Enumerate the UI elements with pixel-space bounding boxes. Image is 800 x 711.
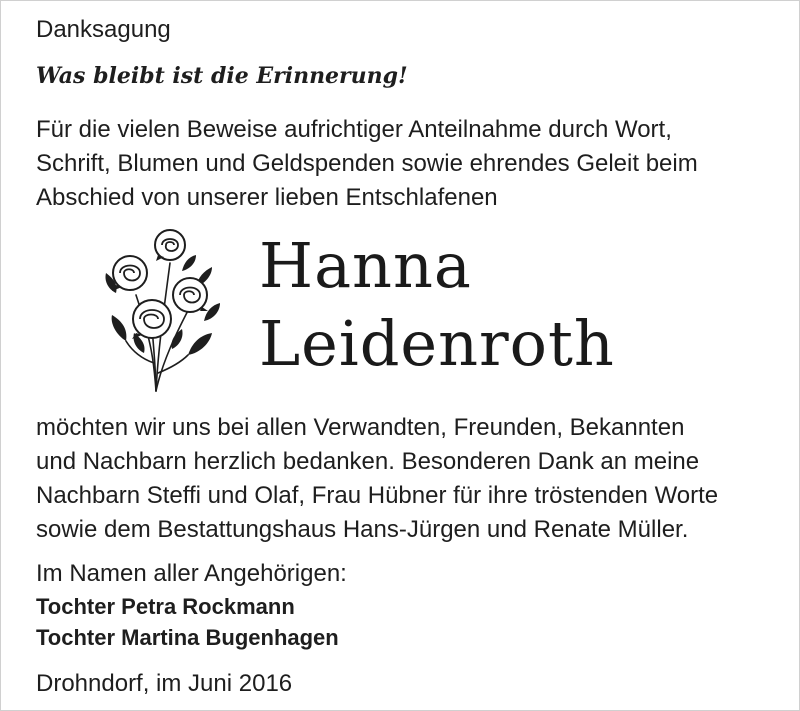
signer-name: Tochter Martina Bugenhagen	[36, 625, 339, 650]
thanks-line: sowie dem Bestattungshaus Hans-Jürgen und Renate Müller.	[36, 516, 689, 543]
roses-bouquet-icon	[96, 223, 226, 395]
deceased-first-name: Hanna	[259, 229, 472, 302]
thanks-line: möchten wir uns bei allen Verwandten, Freunden, Bekannten	[36, 414, 685, 441]
thanks-line: Nachbarn Steffi und Olaf, Frau Hübner für ihre tröstenden Worte	[36, 482, 719, 509]
thanks-paragraph	[36, 411, 718, 547]
thanks-line: und Nachbarn herzlich bedanken. Besonderen Dank an meine	[36, 448, 700, 475]
deceased-last-name: Leidenroth	[259, 307, 615, 380]
intro-line: Abschied von unserer lieben Entschlafenen	[36, 184, 498, 211]
intro-line: Für die vielen Beweise aufrichtiger Anteilnahme durch Wort,	[36, 116, 672, 143]
signer-name: Tochter Petra Rockmann	[36, 594, 295, 619]
intro-line: Schrift, Blumen und Geldspenden sowie ehrendes Geleit beim	[36, 150, 698, 177]
intro-paragraph	[36, 113, 698, 215]
deceased-name	[259, 227, 615, 383]
notice-heading: Danksagung	[36, 16, 171, 43]
on-behalf-line: Im Namen aller Angehörigen:	[36, 560, 347, 587]
place-and-date: Drohndorf, im Juni 2016	[36, 670, 293, 697]
motto: Was bleibt ist die Erinnerung!	[36, 63, 408, 89]
